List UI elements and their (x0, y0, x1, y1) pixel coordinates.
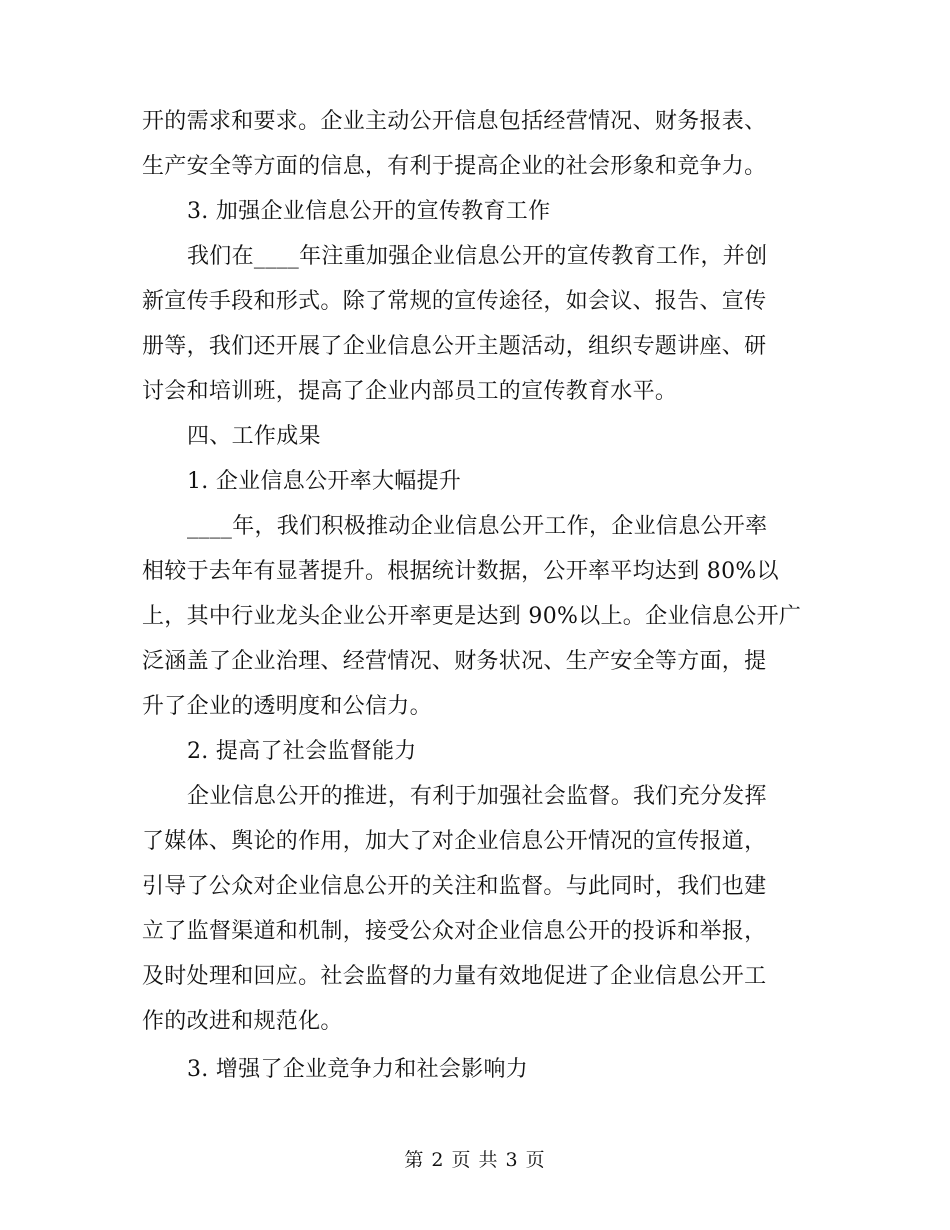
body-text-line: 作的改进和规范化。 (142, 1009, 343, 1034)
page-number-footer: 第 2 页 共 3 页 (404, 1149, 546, 1171)
chapter-heading: 四、工作成果 (187, 424, 321, 449)
paragraph-first-line: ____年，我们积极推动企业信息公开工作，企业信息公开率 (187, 514, 768, 539)
section-heading: 1. 企业信息公开率大幅提升 (187, 469, 462, 494)
body-text-line: 开的需求和要求。企业主动公开信息包括经营情况、财务报表、 (142, 109, 767, 134)
body-text-line: 泛涵盖了企业治理、经营情况、财务状况、生产安全等方面，提 (142, 649, 767, 674)
body-text-line: 讨会和培训班，提高了企业内部员工的宣传教育水平。 (142, 379, 678, 404)
paragraph-first-line: 我们在____年注重加强企业信息公开的宣传教育工作，并创 (187, 244, 768, 269)
section-heading: 3. 加强企业信息公开的宣传教育工作 (187, 199, 551, 224)
body-text-line: 生产安全等方面的信息，有利于提高企业的社会形象和竞争力。 (142, 154, 767, 179)
paragraph-first-line: 企业信息公开的推进，有利于加强社会监督。我们充分发挥 (187, 784, 767, 809)
body-text-line: 及时处理和回应。社会监督的力量有效地促进了企业信息公开工 (142, 964, 767, 989)
body-text-line: 引导了公众对企业信息公开的关注和监督。与此同时，我们也建 (142, 874, 767, 899)
body-text-line: 上，其中行业龙头企业公开率更是达到 90%以上。企业信息公开广 (142, 604, 802, 629)
body-text-line: 相较于去年有显著提升。根据统计数据，公开率平均达到 80%以 (142, 559, 779, 584)
body-text-line: 升了企业的透明度和公信力。 (142, 694, 432, 719)
body-text-line: 立了监督渠道和机制，接受公众对企业信息公开的投诉和举报， (142, 919, 767, 944)
section-heading: 2. 提高了社会监督能力 (187, 739, 417, 764)
section-heading: 3. 增强了企业竞争力和社会影响力 (187, 1057, 529, 1082)
body-text-line: 新宣传手段和形式。除了常规的宣传途径，如会议、报告、宣传 (142, 289, 767, 314)
body-text-line: 册等，我们还开展了企业信息公开主题活动，组织专题讲座、研 (142, 334, 767, 359)
body-text-line: 了媒体、舆论的作用，加大了对企业信息公开情况的宣传报道， (142, 829, 767, 854)
